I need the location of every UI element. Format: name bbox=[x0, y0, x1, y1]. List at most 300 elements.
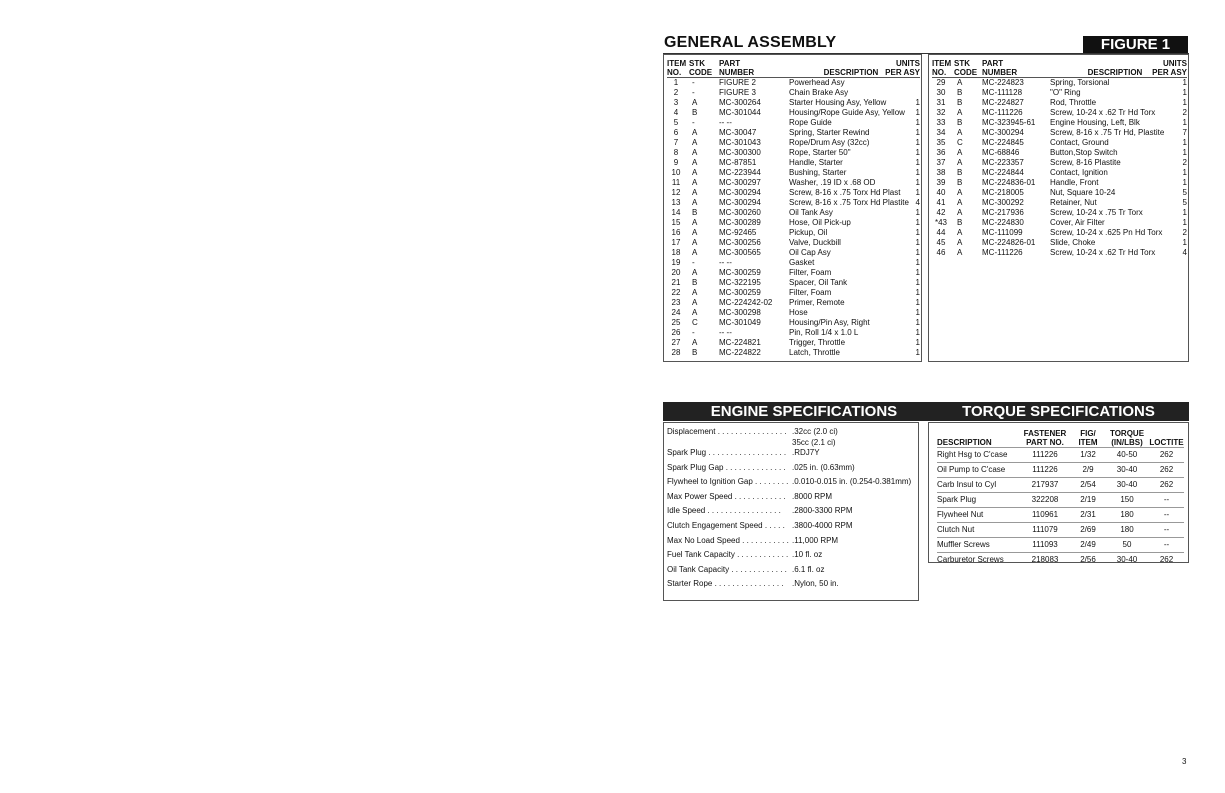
description-cell: Bushing, Starter bbox=[789, 167, 847, 177]
units-cell: 1 bbox=[1182, 137, 1187, 147]
torque-desc-cell: Oil Pump to C'case bbox=[937, 462, 1019, 477]
description-cell: Housing/Rope Guide Asy, Yellow bbox=[789, 107, 905, 117]
item-no-cell: 46 bbox=[936, 247, 946, 257]
parts-row bbox=[932, 128, 1187, 138]
torque-header: TORQUE (IN/LBS) bbox=[1109, 428, 1145, 447]
item-no-cell: 31 bbox=[936, 97, 946, 107]
fastener-part-cell: 110961 bbox=[1019, 507, 1071, 522]
engine-spec-value: .10 fl. oz bbox=[792, 550, 823, 560]
loctite-cell: -- bbox=[1149, 537, 1184, 552]
torque-row bbox=[937, 537, 1184, 552]
description-cell: Filter, Foam bbox=[789, 267, 832, 277]
engine-spec-row bbox=[667, 477, 918, 492]
torque-row bbox=[937, 552, 1184, 567]
part-number-cell: MC-301049 bbox=[719, 317, 761, 327]
stk-code-cell: A bbox=[692, 197, 698, 207]
stk-code-cell: A bbox=[692, 187, 698, 197]
engine-spec-value: .0.010-0.015 in. (0.254-0.381mm) bbox=[792, 477, 912, 487]
torque-specs-box bbox=[928, 422, 1189, 563]
item-no-cell: 27 bbox=[671, 337, 681, 347]
torque-value-cell: 150 bbox=[1105, 492, 1149, 507]
description-cell: "O" Ring bbox=[1050, 87, 1081, 97]
description-cell: Engine Housing, Left, Blk bbox=[1050, 117, 1140, 127]
stk-code-cell: A bbox=[692, 297, 698, 307]
units-cell: 1 bbox=[915, 327, 920, 337]
fig-item-cell: 2/69 bbox=[1071, 522, 1105, 537]
torque-row bbox=[937, 477, 1184, 492]
units-cell: 1 bbox=[915, 127, 920, 137]
item-no-cell: 9 bbox=[673, 157, 679, 167]
loctite-cell: -- bbox=[1149, 492, 1184, 507]
item-no-cell: 4 bbox=[673, 107, 679, 117]
description-cell: Hose bbox=[789, 307, 808, 317]
part-number-cell: MC-224822 bbox=[719, 347, 761, 357]
engine-spec-value: .025 in. (0.63mm) bbox=[792, 462, 855, 472]
units-cell: 1 bbox=[915, 227, 920, 237]
parts-table-right bbox=[932, 55, 1187, 258]
engine-spec-label: Spark Plug Gap . . . . . . . . . . . . . . bbox=[667, 462, 786, 472]
stk-code-header: STK CODE bbox=[689, 55, 719, 77]
parts-row bbox=[667, 268, 920, 278]
engine-specs-list bbox=[667, 427, 918, 594]
item-no-cell: 35 bbox=[936, 137, 946, 147]
description-cell: Starter Housing Asy, Yellow bbox=[789, 97, 887, 107]
engine-spec-label: Max No Load Speed . . . . . . . . . . . bbox=[667, 535, 789, 545]
torque-value-cell: 30-40 bbox=[1105, 552, 1149, 567]
units-header: UNITS PER ASY bbox=[913, 55, 920, 77]
parts-row bbox=[667, 88, 920, 98]
item-no-header: ITEM NO. bbox=[932, 55, 954, 77]
part-number-cell: MC-30047 bbox=[719, 127, 757, 137]
description-cell: Powerhead Asy bbox=[789, 77, 845, 87]
parts-row bbox=[667, 288, 920, 298]
torque-desc-cell: Clutch Nut bbox=[937, 522, 1019, 537]
part-number-cell: MC-87851 bbox=[719, 157, 757, 167]
description-cell: Rope Guide bbox=[789, 117, 832, 127]
engine-spec-value: .8000 RPM bbox=[792, 491, 833, 501]
description-cell: Rod, Throttle bbox=[1050, 97, 1097, 107]
engine-spec-label: Fuel Tank Capacity . . . . . . . . . . . . bbox=[667, 550, 789, 560]
stk-code-cell: A bbox=[957, 197, 963, 207]
units-cell: 1 bbox=[1182, 167, 1187, 177]
description-cell: Chain Brake Asy bbox=[789, 87, 849, 97]
item-no-cell: 15 bbox=[671, 217, 681, 227]
part-number-cell: MC-300294 bbox=[982, 127, 1024, 137]
engine-spec-value: 35cc (2.1 ci) bbox=[792, 437, 836, 447]
fig-item-cell: 2/31 bbox=[1071, 507, 1105, 522]
parts-header-row bbox=[667, 55, 920, 77]
parts-row bbox=[932, 168, 1187, 178]
description-cell: Washer, .19 ID x .68 OD bbox=[789, 177, 876, 187]
units-cell bbox=[913, 77, 920, 88]
engine-spec-value: .32cc (2.0 ci) bbox=[792, 427, 838, 436]
parts-table-right-body bbox=[932, 77, 1187, 258]
units-cell: 1 bbox=[915, 177, 920, 187]
torque-table bbox=[937, 425, 1184, 567]
parts-row bbox=[667, 98, 920, 108]
torque-row bbox=[937, 462, 1184, 477]
engine-spec-row bbox=[667, 427, 918, 438]
torque-desc-cell: Spark Plug bbox=[937, 492, 1019, 507]
stk-code-cell: A bbox=[957, 207, 963, 217]
item-no-cell: 32 bbox=[936, 107, 946, 117]
item-no-cell: 34 bbox=[936, 127, 946, 137]
description-cell: Rope, Starter 50" bbox=[789, 147, 851, 157]
stk-code-cell: A bbox=[957, 187, 963, 197]
engine-spec-value: .Nylon, 50 in. bbox=[792, 579, 839, 589]
engine-spec-label: Max Power Speed . . . . . . . . . . . . bbox=[667, 491, 786, 501]
engine-spec-label: Flywheel to Ignition Gap . . . . . . . . bbox=[667, 477, 789, 487]
stk-code-cell: A bbox=[957, 147, 963, 157]
stk-code-cell: A bbox=[957, 157, 963, 167]
parts-row bbox=[932, 138, 1187, 148]
fig-item-cell: 2/19 bbox=[1071, 492, 1105, 507]
engine-spec-row bbox=[667, 565, 918, 580]
part-number-cell: MC-224836-01 bbox=[982, 177, 1036, 187]
stk-code-cell: A bbox=[692, 237, 698, 247]
engine-spec-label: Starter Rope . . . . . . . . . . . . . . . . bbox=[667, 579, 784, 589]
units-cell: 1 bbox=[915, 347, 920, 357]
item-no-cell: 30 bbox=[936, 87, 946, 97]
part-number-cell: MC-300294 bbox=[719, 197, 761, 207]
stk-code-cell: - bbox=[692, 77, 695, 87]
fig-item-cell: 2/49 bbox=[1071, 537, 1105, 552]
parts-row bbox=[667, 208, 920, 218]
stk-code-cell: A bbox=[692, 167, 698, 177]
units-cell: 4 bbox=[915, 197, 920, 207]
stk-code-cell: C bbox=[957, 137, 963, 147]
loctite-header: LOCTITE bbox=[1149, 437, 1184, 447]
item-no-cell: 17 bbox=[671, 237, 681, 247]
torque-value-cell: 40-50 bbox=[1105, 447, 1149, 462]
part-number-cell: MC-224823 bbox=[982, 77, 1024, 87]
units-cell: 1 bbox=[1182, 87, 1187, 97]
part-number-cell: MC-300294 bbox=[719, 187, 761, 197]
item-no-cell: 11 bbox=[671, 177, 681, 187]
part-number-cell: MC-224844 bbox=[982, 167, 1024, 177]
parts-table-left bbox=[667, 55, 920, 358]
torque-desc-cell: Carburetor Screws bbox=[937, 552, 1019, 567]
parts-row bbox=[667, 128, 920, 138]
units-cell: 2 bbox=[1182, 107, 1187, 117]
fig-item-cell: 2/56 bbox=[1071, 552, 1105, 567]
part-number-cell: MC-300260 bbox=[719, 207, 761, 217]
parts-row bbox=[667, 348, 920, 358]
item-no-cell: 25 bbox=[671, 317, 681, 327]
units-cell: 1 bbox=[915, 247, 920, 257]
item-no-cell: 10 bbox=[671, 167, 681, 177]
fastener-part-cell: 111226 bbox=[1019, 447, 1071, 462]
parts-row bbox=[667, 228, 920, 238]
torque-value-cell: 30-40 bbox=[1105, 462, 1149, 477]
units-cell: 1 bbox=[915, 187, 920, 197]
units-cell: 1 bbox=[1182, 77, 1187, 87]
stk-code-cell: A bbox=[692, 137, 698, 147]
item-no-cell: 20 bbox=[671, 267, 681, 277]
engine-spec-row bbox=[667, 536, 918, 551]
item-no-cell: 3 bbox=[673, 97, 679, 107]
part-number-cell: FIGURE 2 bbox=[719, 77, 756, 87]
item-no-cell: 28 bbox=[671, 347, 681, 357]
torque-desc-cell: Flywheel Nut bbox=[937, 507, 1019, 522]
units-cell: 1 bbox=[1182, 177, 1187, 187]
item-no-cell: 5 bbox=[673, 117, 679, 127]
item-no-cell: *43 bbox=[934, 217, 947, 227]
units-cell: 1 bbox=[915, 107, 920, 117]
parts-row bbox=[932, 108, 1187, 118]
parts-row bbox=[667, 168, 920, 178]
item-no-cell: 22 bbox=[671, 287, 681, 297]
engine-spec-value: .2800-3300 RPM bbox=[792, 506, 853, 516]
description-cell: Handle, Front bbox=[1050, 177, 1099, 187]
units-cell: 1 bbox=[915, 207, 920, 217]
part-number-cell: MC-111226 bbox=[982, 107, 1023, 117]
parts-row bbox=[667, 248, 920, 258]
item-no-cell: 24 bbox=[671, 307, 681, 317]
description-cell: Contact, Ignition bbox=[1050, 167, 1108, 177]
item-no-cell: 8 bbox=[673, 147, 679, 157]
engine-spec-row bbox=[667, 463, 918, 478]
fig-item-cell: 2/9 bbox=[1071, 462, 1105, 477]
torque-row bbox=[937, 447, 1184, 462]
engine-specs-title: ENGINE SPECIFICATIONS bbox=[663, 402, 945, 421]
part-number-cell: MC-223357 bbox=[982, 157, 1024, 167]
description-cell: Spacer, Oil Tank bbox=[789, 277, 848, 287]
parts-row bbox=[667, 188, 920, 198]
stk-code-cell: A bbox=[692, 217, 698, 227]
fastener-header: FASTENER PART NO. bbox=[1023, 428, 1067, 447]
description-cell: Trigger, Throttle bbox=[789, 337, 846, 347]
stk-code-cell: B bbox=[692, 277, 698, 287]
parts-table-right-box bbox=[928, 54, 1189, 362]
item-no-cell: 2 bbox=[673, 87, 679, 97]
units-cell: 1 bbox=[1182, 217, 1187, 227]
loctite-cell: 262 bbox=[1149, 477, 1184, 492]
fig-item-header: FIG/ ITEM bbox=[1078, 428, 1098, 447]
fastener-part-cell: 218083 bbox=[1019, 552, 1071, 567]
description-cell: Latch, Throttle bbox=[789, 347, 840, 357]
item-no-cell: 12 bbox=[671, 187, 681, 197]
units-cell: 1 bbox=[915, 337, 920, 347]
units-cell: 7 bbox=[1182, 127, 1187, 137]
item-no-cell: 18 bbox=[671, 247, 681, 257]
part-number-cell: MC-111128 bbox=[982, 87, 1023, 97]
stk-code-cell: B bbox=[957, 97, 963, 107]
units-header: UNITS PER ASY bbox=[1180, 55, 1187, 77]
stk-code-cell: - bbox=[692, 327, 695, 337]
figure-label: FIGURE 1 bbox=[1083, 36, 1188, 53]
parts-row bbox=[932, 98, 1187, 108]
item-no-cell: 7 bbox=[673, 137, 679, 147]
units-cell: 5 bbox=[1182, 197, 1187, 207]
description-cell: Slide, Choke bbox=[1050, 237, 1096, 247]
parts-row bbox=[667, 308, 920, 318]
stk-code-cell: B bbox=[957, 167, 963, 177]
stk-code-cell: A bbox=[692, 177, 698, 187]
item-no-cell: 6 bbox=[673, 127, 679, 137]
loctite-cell: -- bbox=[1149, 522, 1184, 537]
item-no-cell: 29 bbox=[936, 77, 946, 87]
stk-code-cell: A bbox=[692, 127, 698, 137]
torque-desc-cell: Carb Insul to Cyl bbox=[937, 477, 1019, 492]
general-assembly-title: GENERAL ASSEMBLY bbox=[664, 34, 837, 51]
engine-specs-box bbox=[663, 422, 919, 601]
units-cell: 1 bbox=[1182, 97, 1187, 107]
part-number-cell: -- -- bbox=[719, 257, 732, 267]
description-cell: Housing/Pin Asy, Right bbox=[789, 317, 870, 327]
units-cell bbox=[913, 88, 920, 98]
item-no-cell: 45 bbox=[936, 237, 946, 247]
parts-row bbox=[932, 208, 1187, 218]
parts-table-left-body bbox=[667, 77, 920, 358]
description-cell: Screw, 8-16 x .75 Tr Hd, Plastite bbox=[1050, 127, 1165, 137]
fig-item-cell: 1/32 bbox=[1071, 447, 1105, 462]
description-header: DESCRIPTION bbox=[1050, 55, 1180, 77]
parts-row bbox=[667, 118, 920, 128]
engine-spec-value: .RDJ7Y bbox=[792, 448, 820, 457]
part-number-cell: FIGURE 3 bbox=[719, 87, 756, 97]
stk-code-cell: B bbox=[692, 347, 698, 357]
stk-code-cell: A bbox=[692, 157, 698, 167]
loctite-cell: 262 bbox=[1149, 462, 1184, 477]
part-number-cell: -- -- bbox=[719, 327, 732, 337]
engine-spec-row bbox=[667, 550, 918, 565]
engine-spec-row bbox=[667, 492, 918, 507]
parts-row bbox=[932, 198, 1187, 208]
description-cell: Pin, Roll 1/4 x 1.0 L bbox=[789, 327, 859, 337]
units-cell: 1 bbox=[1182, 207, 1187, 217]
units-cell: 1 bbox=[915, 167, 920, 177]
stk-code-cell: A bbox=[692, 147, 698, 157]
parts-row bbox=[667, 278, 920, 288]
item-no-cell: 44 bbox=[936, 227, 946, 237]
engine-spec-label: Displacement . . . . . . . . . . . . . . . . bbox=[667, 427, 787, 436]
stk-code-cell: B bbox=[692, 207, 698, 217]
loctite-cell: 262 bbox=[1149, 552, 1184, 567]
parts-row bbox=[932, 228, 1187, 238]
stk-code-cell: A bbox=[957, 237, 963, 247]
description-cell: Handle, Starter bbox=[789, 157, 843, 167]
units-cell: 1 bbox=[1182, 117, 1187, 127]
parts-row bbox=[667, 77, 920, 88]
engine-spec-row bbox=[667, 579, 918, 594]
description-cell: Primer, Remote bbox=[789, 297, 845, 307]
torque-value-cell: 180 bbox=[1105, 507, 1149, 522]
parts-row bbox=[932, 248, 1187, 258]
part-number-cell: MC-301044 bbox=[719, 107, 761, 117]
item-no-cell: 13 bbox=[671, 197, 681, 207]
description-cell: Rope/Drum Asy (32cc) bbox=[789, 137, 870, 147]
part-number-cell: MC-224845 bbox=[982, 137, 1024, 147]
page-number: 3 bbox=[1182, 757, 1187, 766]
description-cell: Screw, 10-24 x .62 Tr Hd Torx bbox=[1050, 247, 1156, 257]
units-cell: 1 bbox=[1182, 237, 1187, 247]
parts-row bbox=[932, 188, 1187, 198]
torque-row bbox=[937, 522, 1184, 537]
item-no-cell: 36 bbox=[936, 147, 946, 157]
units-cell: 1 bbox=[915, 257, 920, 267]
item-no-cell: 19 bbox=[671, 257, 681, 267]
fastener-part-cell: 111079 bbox=[1019, 522, 1071, 537]
part-number-cell: MC-224242-02 bbox=[719, 297, 773, 307]
units-cell: 1 bbox=[915, 97, 920, 107]
torque-value-cell: 180 bbox=[1105, 522, 1149, 537]
fastener-part-cell: 322208 bbox=[1019, 492, 1071, 507]
units-cell: 1 bbox=[915, 237, 920, 247]
description-cell: Contact, Ground bbox=[1050, 137, 1109, 147]
stk-code-header: STK CODE bbox=[954, 55, 982, 77]
item-no-cell: 21 bbox=[671, 277, 681, 287]
part-number-cell: MC-322195 bbox=[719, 277, 761, 287]
engine-spec-row bbox=[667, 438, 918, 449]
parts-row bbox=[667, 218, 920, 228]
parts-row bbox=[932, 238, 1187, 248]
torque-desc-cell: Right Hsg to C'case bbox=[937, 447, 1019, 462]
part-number-cell: MC-300259 bbox=[719, 267, 761, 277]
torque-header-row bbox=[937, 425, 1184, 447]
engine-spec-label: Spark Plug . . . . . . . . . . . . . . . . . . bbox=[667, 448, 787, 457]
engine-spec-value: .11,000 RPM bbox=[792, 535, 839, 545]
part-number-header: PART NUMBER bbox=[719, 55, 789, 77]
part-number-cell: MC-68846 bbox=[982, 147, 1020, 157]
units-cell: 1 bbox=[915, 147, 920, 157]
torque-table-body bbox=[937, 447, 1184, 567]
parts-row bbox=[932, 158, 1187, 168]
description-cell: Gasket bbox=[789, 257, 815, 267]
engine-spec-row bbox=[667, 448, 918, 463]
units-cell: 1 bbox=[915, 297, 920, 307]
description-cell: Hose, Oil Pick-up bbox=[789, 217, 851, 227]
item-no-cell: 26 bbox=[671, 327, 681, 337]
units-cell: 1 bbox=[1182, 147, 1187, 157]
parts-table-left-box bbox=[663, 54, 922, 362]
stk-code-cell: A bbox=[957, 247, 963, 257]
stk-code-cell: A bbox=[692, 247, 698, 257]
item-no-header: ITEM NO. bbox=[667, 55, 689, 77]
item-no-cell: 42 bbox=[936, 207, 946, 217]
stk-code-cell: B bbox=[692, 107, 698, 117]
engine-spec-label: Clutch Engagement Speed . . . . . bbox=[667, 520, 785, 530]
part-number-cell: MC-300297 bbox=[719, 177, 761, 187]
stk-code-cell: - bbox=[692, 257, 695, 267]
parts-row bbox=[667, 108, 920, 118]
part-number-cell: MC-111226 bbox=[982, 247, 1023, 257]
part-number-cell: MC-224827 bbox=[982, 97, 1024, 107]
part-number-cell: MC-300256 bbox=[719, 237, 761, 247]
fig-item-cell: 2/54 bbox=[1071, 477, 1105, 492]
description-header: DESCRIPTION bbox=[789, 55, 913, 77]
description-cell: Oil Cap Asy bbox=[789, 247, 831, 257]
parts-row bbox=[932, 77, 1187, 88]
units-cell: 1 bbox=[915, 317, 920, 327]
description-cell: Spring, Torsional bbox=[1050, 77, 1110, 87]
stk-code-cell: B bbox=[957, 117, 963, 127]
stk-code-cell: C bbox=[692, 317, 698, 327]
part-number-cell: MC-301043 bbox=[719, 137, 761, 147]
loctite-cell: -- bbox=[1149, 507, 1184, 522]
description-cell: Screw, 8-16 Plastite bbox=[1050, 157, 1121, 167]
description-cell: Screw, 8-16 x .75 Torx Hd Plastite bbox=[789, 197, 909, 207]
description-cell: Screw, 10-24 x .75 Tr Torx bbox=[1050, 207, 1143, 217]
item-no-cell: 33 bbox=[936, 117, 946, 127]
part-number-header: PART NUMBER bbox=[982, 55, 1050, 77]
part-number-cell: MC-300289 bbox=[719, 217, 761, 227]
parts-row bbox=[667, 318, 920, 328]
description-cell: Filter, Foam bbox=[789, 287, 832, 297]
description-cell: Oil Tank Asy bbox=[789, 207, 833, 217]
loctite-cell: 262 bbox=[1149, 447, 1184, 462]
description-cell: Nut, Square 10-24 bbox=[1050, 187, 1116, 197]
